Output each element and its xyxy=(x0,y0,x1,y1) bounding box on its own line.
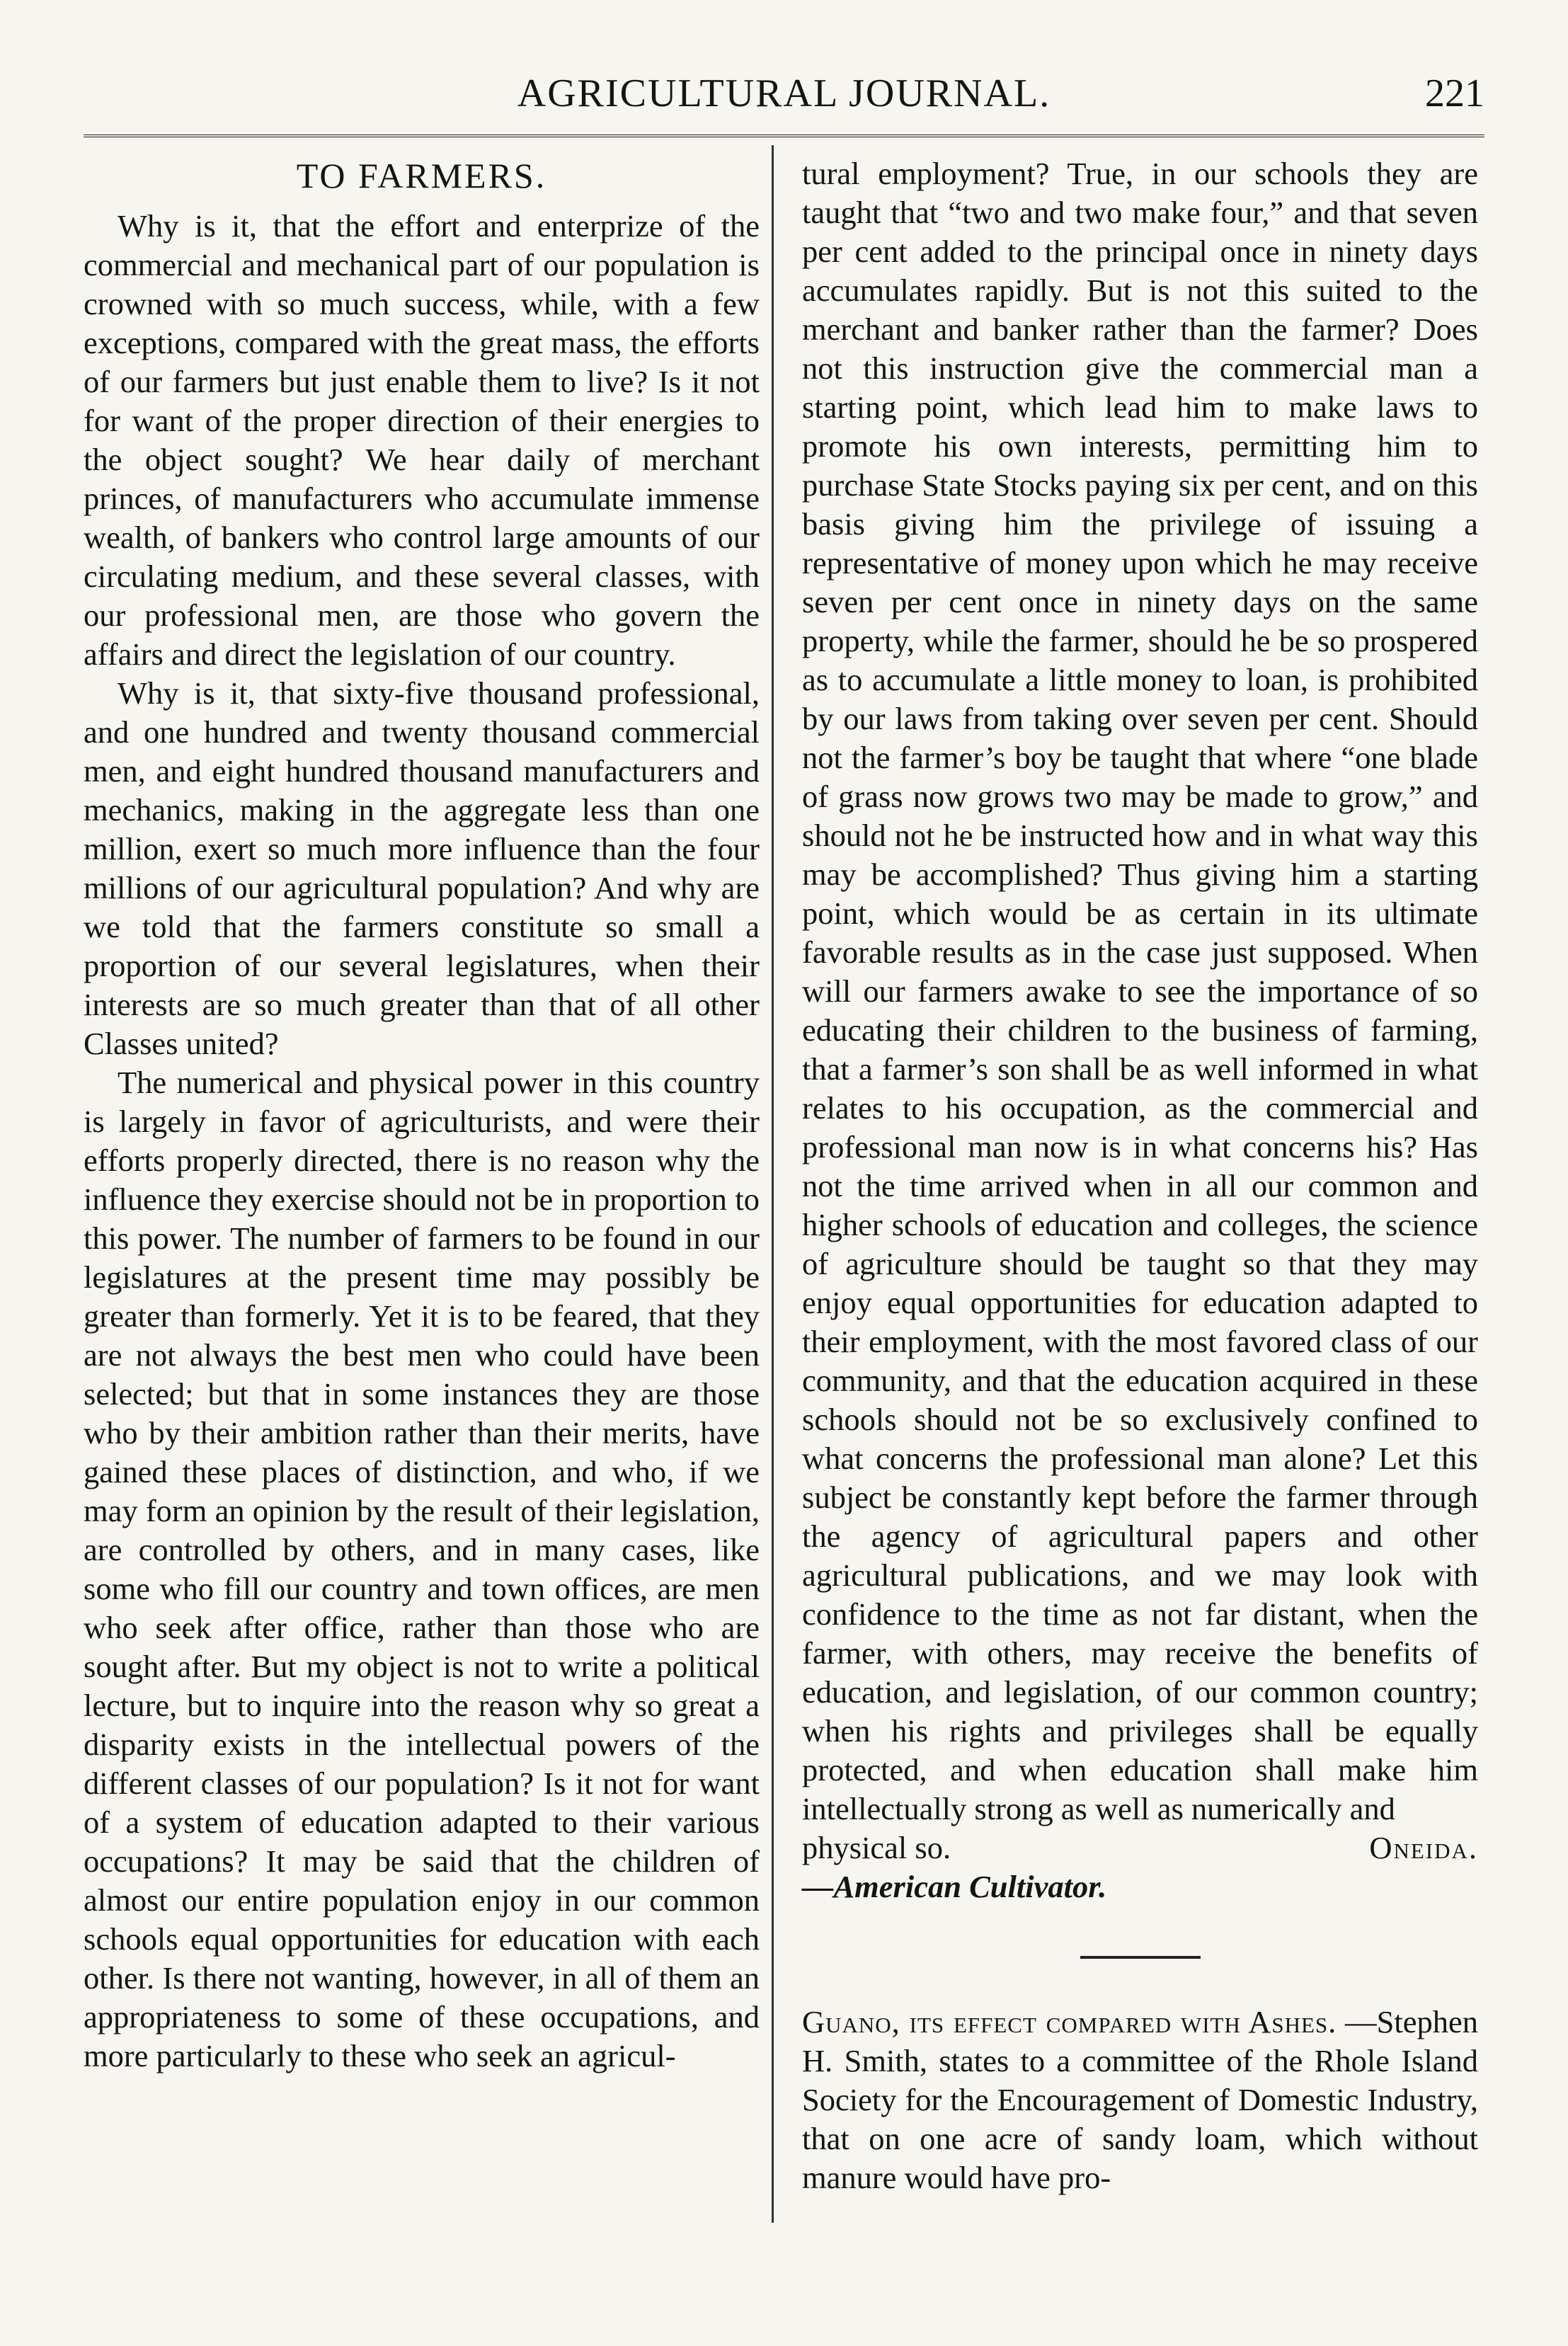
paragraph: Why is it, that the effort and enterprize of the commercial and mechanical part of our population is crowned with so much success, while, with a few exceptions, compared with the great mass, the efforts of our farmers but just enable them to live? Is it not for want of the proper direction of their energies to the object sought? We hear daily of merchant princes, of manufacturers who accumulate immense wealth, of bankers who control large amounts of our circulating medium, and these several classes, with our professional men, are those who govern the affairs and direct the legislation of our country. xyxy=(84,208,760,672)
right-column xyxy=(802,154,1478,2197)
signature-line xyxy=(802,1829,1478,1867)
article-title: TO FARMERS. xyxy=(296,156,547,195)
source-credit: —American Cultivator. xyxy=(802,1869,1107,1904)
paragraph: The numerical and physical power in this country is largely in favor of agriculturists, and were their efforts properly directed, there is no reason why the influence they exercise should not be in proportion to this power. The number of farmers to be found in our legislatures at the present time may possibly be greater than formerly. Yet it is to be feared, that they are not always the best men who could have been selected; but that in some instances they are those who by their ambition rather than their merits, have gained these places of distinction, and who, if we may form an opinion by the result of their legislation, are controlled by others, and in many cases, like some who fill our country and town offices, are men who seek after office, rather than those who are sought after. But my object is not to write a political lecture, but to inquire into the reason why so great a disparity exists in the intellectual powers of the different classes of our population? Is it not for want of a system of education adapted to their various occupations? It may be said that the children of almost our entire population enjoy in our common schools equal opportunities for education with each other. Is there not wanting, however, in all of them an appropriateness to some of these occupations, and more particularly to these who seek an agricul- xyxy=(84,1065,760,2073)
header-rule xyxy=(84,135,1484,137)
left-column xyxy=(84,154,760,2076)
article-paragraph xyxy=(802,2003,1478,2197)
journal-title: AGRICULTURAL JOURNAL. xyxy=(517,71,1051,115)
author-signature: Oneida. xyxy=(1369,1830,1478,1865)
page-number: 221 xyxy=(1425,71,1484,115)
article-body: —Stephen H. Smith, states to a committee of the Rhole Island Society for the Encouragement of Domestic Industry, that on one acre of sandy loam, which without manure would have pro- xyxy=(802,2004,1478,2195)
paragraph: Why is it, that sixty-five thousand professional, and one hundred and twenty thousand commercial men, and eight hundred thousand manufacturers and mechanics, making in the aggregate less than one million, exert so much more influence than the four millions of our agricultural population? And why are we told that the farmers constitute so small a proportion of our several legislatures, when their interests are so much greater than that of all other Classes united? xyxy=(84,675,760,1061)
paragraph-continued: tural employment? True, in our schools they are taught that “two and two make four,” and that seven per cent added to the principal once in ninety days accumulates rapidly. But is not this suited to the merchant and banker rather than the farmer? Does not this instruction give the commercial man a starting point, which lead him to make laws to promote his own interests, permitting him to purchase State Stocks paying six per cent, and on this basis giving him the privilege of issuing a representative of money upon which he may receive seven per cent once in ninety days on the same property, while the farmer, should he be so prospered as to accumulate a little money to loan, is prohibited by our laws from taking over seven per cent. Should not the farmer’s boy be taught that where “one blade of grass now grows two may be made to grow,” and should not he be instructed how and in what way this may be accomplished? Thus giving him a starting point, which would be as certain in its ultimate favorable results as in the case just supposed. When will our farmers awake to see the importance of so educating their children to the business of farming, that a farmer’s son shall be as well informed in what relates to his occupation, as the commercial and professional man now is in what concerns his? Has not the time arrived when in all our common and higher schools of education and colleges, the science of agriculture should be taught so that they may enjoy equal opportunities for education adapted to their employment, with the most favored class of our community, and that the education acquired in these schools should not be so exclusively confined to what concerns the professional man alone? Let this subject be constantly kept before the farmer through the agency of agricultural papers and other agricultural publications, and we may look with confidence to the time as not far distant, when the farmer, with others, may receive the benefits of education, and legislation, of our common country; when his rights and privileges shall be equally protected, and when education shall make him intellectually strong as well as numerically and xyxy=(802,156,1478,1826)
article-heading: Guano, its effect compared with Ashes. xyxy=(802,2004,1337,2039)
running-header xyxy=(84,71,1484,127)
section-separator xyxy=(1080,1956,1201,1959)
closing-text: physical so. xyxy=(802,1830,951,1865)
column-divider xyxy=(772,145,774,2223)
